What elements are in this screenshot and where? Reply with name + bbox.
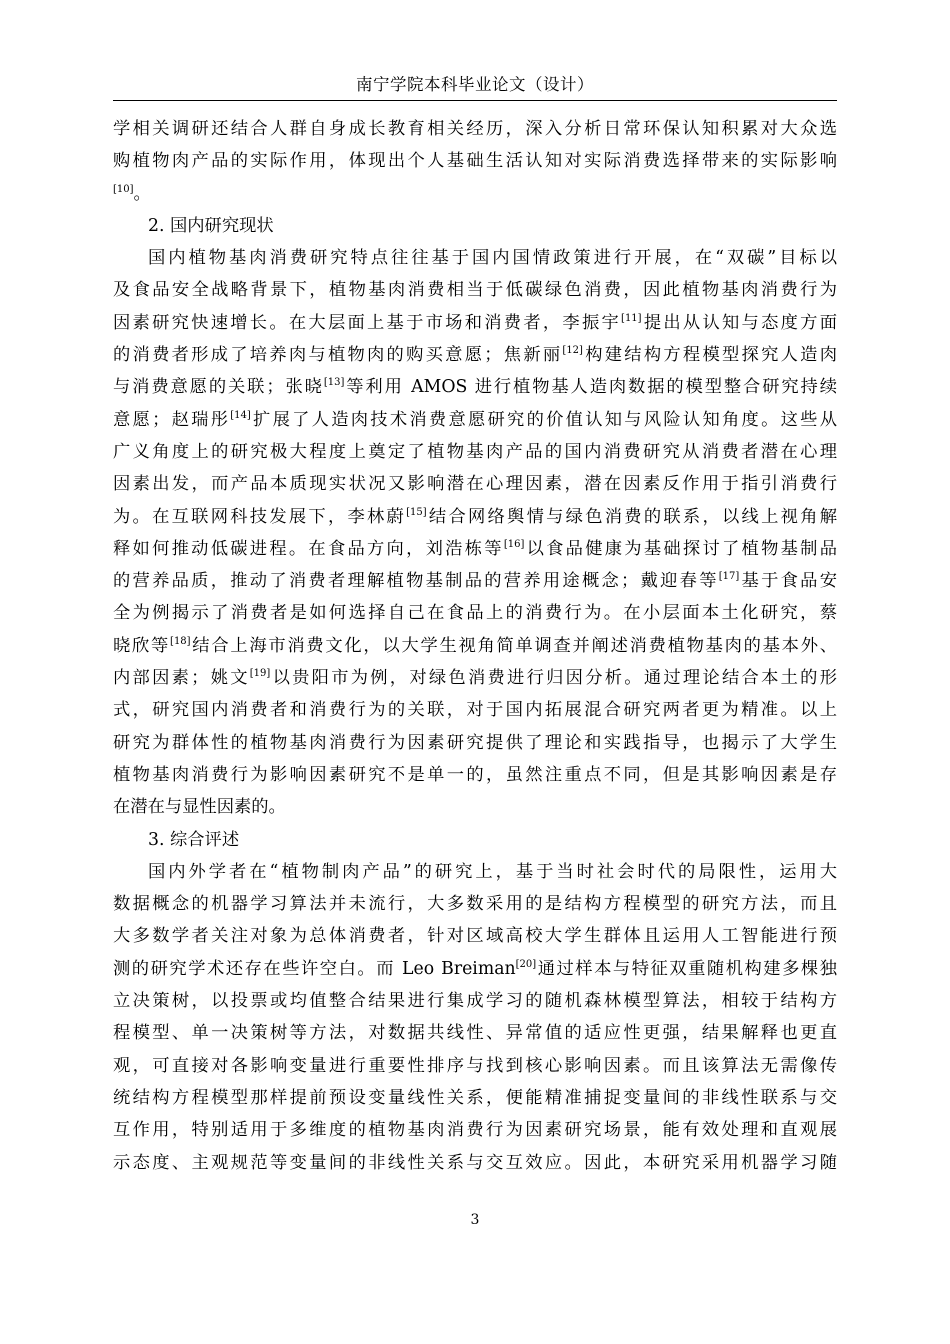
text-span: 结合上海市消费文化，以大学生视角简单调查并阐述消费植物基肉的基本外、 [190, 635, 837, 656]
citation-ref: [15] [406, 506, 427, 518]
text-line [113, 920, 837, 952]
citation-ref: [11] [621, 312, 642, 324]
text-span: 意愿；赵瑞彤 [113, 409, 231, 430]
page-number: 3 [470, 1212, 480, 1228]
citation-ref: [17] [718, 571, 740, 583]
page-header-title: 南宁学院本科毕业论文（设计） [356, 75, 594, 94]
text-span: 立决策树，以投票或均值整合结果进行集成学习的随机森林模型算法，相较于结构方 [113, 991, 837, 1012]
header-divider [113, 100, 837, 101]
text-line [113, 404, 837, 436]
text-span: 的营养品质，推动了消费者理解植物基制品的营养用途概念；戴迎春等 [113, 571, 719, 592]
text-span: 大多数学者关注对象为总体消费者，针对区域高校大学生群体且运用人工智能进行预 [113, 926, 837, 947]
text-span: 统结构方程模型那样提前预设变量线性关系，便能精准捕捉变量间的非线性联系与交 [113, 1087, 837, 1108]
text-span: 等利用 AMOS 进行植物基人造肉数据的模型整合研究持续 [344, 377, 837, 398]
text-line [113, 1147, 837, 1179]
text-line [113, 178, 837, 210]
citation-ref: [14] [230, 409, 251, 421]
text-span: 在潜在与显性因素的。 [113, 797, 286, 818]
citation-ref: [13] [323, 377, 345, 389]
text-line [113, 662, 837, 694]
text-span: 扩展了人造肉技术消费意愿研究的价值认知与风险认知角度。这些从 [250, 409, 837, 430]
text-span: 2. 国内研究现状 [148, 215, 274, 236]
text-line [113, 274, 837, 306]
text-line [113, 888, 837, 920]
text-span: 提出从认知与态度方面 [641, 312, 837, 333]
text-span: 。 [133, 183, 151, 204]
body-text [113, 113, 837, 1179]
text-span: 3. 综合评述 [148, 829, 240, 850]
citation-ref: [18] [170, 635, 191, 647]
text-span: 测的研究学术还存在些许空白。而 Leo Breiman [113, 958, 516, 979]
text-line [113, 468, 837, 500]
text-line [113, 985, 837, 1017]
text-line [113, 1114, 837, 1146]
text-line [113, 630, 837, 662]
text-line [113, 856, 837, 888]
text-span: 及食品安全战略背景下，植物基肉消费相当于低碳绿色消费，因此植物基肉消费行为 [113, 280, 837, 301]
text-span: 晓欣等 [113, 635, 171, 656]
text-span: 释如何推动低碳进程。在食品方向，刘浩栋等 [113, 538, 504, 559]
text-line [113, 1082, 837, 1114]
text-span: 国内植物基肉消费研究特点往往基于国内国情政策进行开展，在“双碳”目标以 [148, 248, 837, 269]
text-line [113, 597, 837, 629]
text-line [113, 501, 837, 533]
text-line [113, 694, 837, 726]
text-span: 为。在互联网科技发展下，李林蔚 [113, 506, 407, 527]
text-line [113, 533, 837, 565]
text-span: 互作用，特别适用于多维度的植物基肉消费行为因素研究场景，能有效处理和直观展 [113, 1120, 837, 1141]
text-span: 构建结构方程模型探究人造肉 [582, 345, 837, 366]
citation-ref: [12] [562, 345, 583, 357]
citation-ref: [20] [515, 958, 537, 970]
text-line [113, 307, 837, 339]
text-line [113, 371, 837, 403]
text-line [113, 791, 837, 823]
text-span: 观，可直接对各影响变量进行重要性排序与找到核心影响因素。而且该算法无需像传 [113, 1055, 837, 1076]
text-span: 内部因素；姚文 [113, 668, 250, 689]
text-span: 因素出发，而产品本质现实状况又影响潜在心理因素，潜在因素反作用于指引消费行 [113, 474, 837, 495]
text-span: 因素研究快速增长。在大层面上基于市场和消费者，李振宇 [113, 312, 622, 333]
text-line [113, 242, 837, 274]
text-line [113, 565, 837, 597]
text-span: 国内外学者在“植物制肉产品”的研究上，基于当时社会时代的局限性，运用大 [148, 861, 837, 882]
section-heading [113, 210, 837, 242]
text-line [113, 339, 837, 371]
text-line [113, 759, 837, 791]
section-heading [113, 824, 837, 856]
text-line [113, 1017, 837, 1049]
text-line [113, 727, 837, 759]
text-span: 全为例揭示了消费者是如何选择自己在食品上的消费行为。在小层面本土化研究，蔡 [113, 603, 837, 624]
text-span: 数据概念的机器学习算法并未流行，大多数采用的是结构方程模型的研究方法，而且 [113, 894, 837, 915]
text-span: 示态度、主观规范等变量间的非线性关系与交互效应。因此，本研究采用机器学习随 [113, 1152, 837, 1173]
citation-ref: [19] [249, 668, 271, 680]
text-line [113, 145, 837, 177]
text-span: 结合网络舆情与绿色消费的联系，以线上视角解 [426, 506, 837, 527]
citation-ref: [10] [113, 183, 134, 195]
citation-ref: [16] [503, 538, 525, 550]
text-span: 以食品健康为基础探讨了植物基制品 [524, 538, 837, 559]
text-span: 研究为群体性的植物基肉消费行为因素研究提供了理论和实践指导，也揭示了大学生 [113, 732, 837, 753]
text-line [113, 113, 837, 145]
text-line [113, 953, 837, 985]
text-span: 广义角度上的研究极大程度上奠定了植物基肉产品的国内消费研究从消费者潜在心理 [113, 441, 837, 462]
text-span: 以贵阳市为例，对绿色消费进行归因分析。通过理论结合本土的形 [270, 668, 837, 689]
text-span: 程模型、单一决策树等方法，对数据共线性、异常值的适应性更强，结果解释也更直 [113, 1023, 837, 1044]
text-span: 通过样本与特征双重随机构建多棵独 [536, 958, 837, 979]
text-line [113, 436, 837, 468]
text-span: 的消费者形成了培养肉与植物肉的购买意愿；焦新丽 [113, 345, 563, 366]
text-line [113, 1050, 837, 1082]
text-span: 植物基肉消费行为影响因素研究不是单一的，虽然注重点不同，但是其影响因素是存 [113, 764, 837, 785]
text-span: 式，研究国内消费者和消费行为的关联，对于国内拓展混合研究两者更为精准。以上 [113, 700, 837, 721]
text-span: 与消费意愿的关联；张晓 [113, 377, 324, 398]
text-span: 基于食品安 [739, 571, 837, 592]
text-span: 购植物肉产品的实际作用，体现出个人基础生活认知对实际消费选择带来的实际影响 [113, 151, 837, 172]
text-span: 学相关调研还结合人群自身成长教育相关经历，深入分析日常环保认知积累对大众选 [113, 119, 837, 139]
